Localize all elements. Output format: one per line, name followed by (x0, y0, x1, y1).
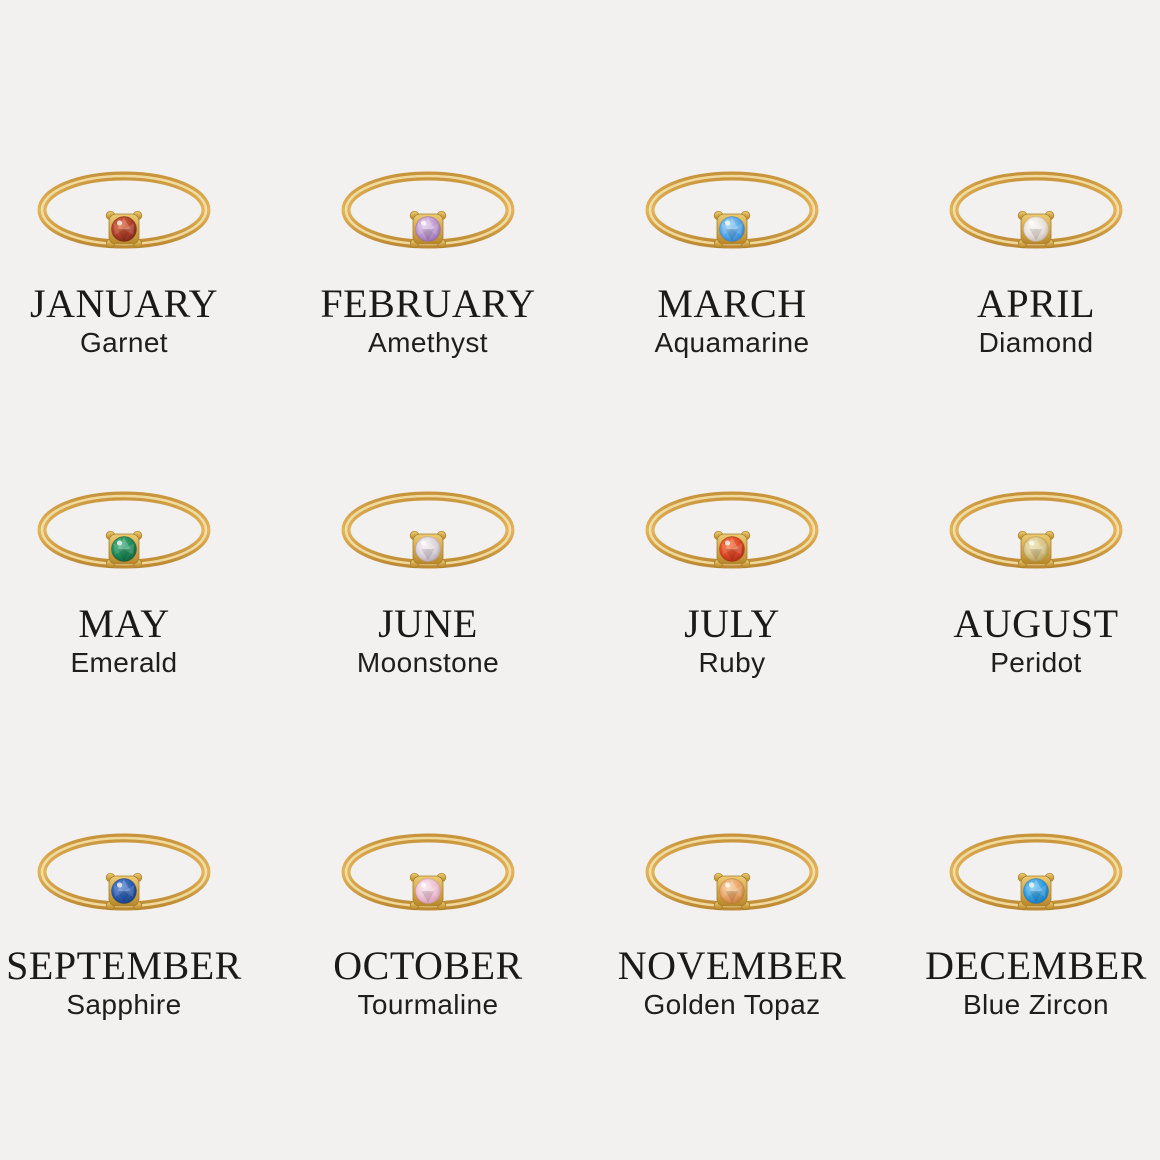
month-label: AUGUST (953, 601, 1119, 646)
birthstone-caption (30, 256, 218, 359)
stone-setting (714, 211, 750, 248)
ring-amethyst-icon (318, 170, 538, 256)
birthstone-cell-june (276, 490, 580, 832)
gem-stone (1024, 537, 1049, 562)
birthstone-caption (655, 256, 810, 359)
stone-setting (714, 531, 750, 568)
birthstone-caption (684, 576, 780, 679)
ring-blue-zircon-icon (926, 832, 1146, 918)
birthstone-caption (320, 256, 535, 359)
stone-label: Emerald (70, 647, 178, 678)
stone-setting (410, 873, 446, 910)
birthstone-caption (925, 918, 1147, 1021)
ring-emerald-icon (14, 490, 234, 576)
birthstone-cell-april (884, 170, 1160, 490)
birthstone-caption (953, 576, 1118, 679)
stone-label: Amethyst (368, 327, 488, 358)
stone-label: Aquamarine (654, 327, 810, 358)
birthstone-cell-november (580, 832, 884, 1021)
stone-setting (106, 873, 142, 910)
month-label: JULY (684, 601, 780, 646)
stone-label: Golden Topaz (643, 989, 821, 1020)
gem-stone (1024, 879, 1049, 904)
stone-label: Peridot (990, 647, 1082, 678)
birthstone-cell-august (884, 490, 1160, 832)
birthstone-cell-october (276, 832, 580, 1021)
gem-stone (416, 879, 441, 904)
stone-setting (714, 873, 750, 910)
birthstone-caption (70, 576, 177, 679)
birthstone-cell-may (0, 490, 276, 832)
stone-setting (410, 211, 446, 248)
birthstone-caption (6, 918, 242, 1021)
birthstone-grid (0, 170, 1160, 1021)
birthstone-cell-september (0, 832, 276, 1021)
ring-garnet-icon (14, 170, 234, 256)
ring-tourmaline-icon (318, 832, 538, 918)
month-label: JUNE (378, 601, 478, 646)
ring-diamond-icon (926, 170, 1146, 256)
stone-setting (1018, 211, 1054, 248)
ring-aquamarine-icon (622, 170, 842, 256)
stone-setting (1018, 873, 1054, 910)
month-label: SEPTEMBER (6, 943, 242, 988)
gem-stone (112, 217, 137, 242)
ring-golden-topaz-icon (622, 832, 842, 918)
gem-stone (416, 217, 441, 242)
birthstone-cell-december (884, 832, 1160, 1021)
birthstone-cell-february (276, 170, 580, 490)
gem-stone (720, 537, 745, 562)
month-label: FEBRUARY (320, 281, 536, 326)
gem-stone (720, 217, 745, 242)
month-label: APRIL (976, 281, 1096, 326)
ring-moonstone-icon (318, 490, 538, 576)
stone-setting (410, 531, 446, 568)
month-label: OCTOBER (333, 943, 523, 988)
birthstone-cell-january (0, 170, 276, 490)
stone-label: Sapphire (66, 989, 182, 1020)
month-label: JANUARY (30, 281, 218, 326)
birthstone-cell-march (580, 170, 884, 490)
stone-label: Diamond (978, 327, 1094, 358)
stone-setting (1018, 531, 1054, 568)
ring-sapphire-icon (14, 832, 234, 918)
gem-stone (720, 879, 745, 904)
month-label: DECEMBER (925, 943, 1147, 988)
gem-stone (112, 879, 137, 904)
stone-setting (106, 211, 142, 248)
ring-ruby-icon (622, 490, 842, 576)
gem-stone (1024, 217, 1049, 242)
gem-stone (112, 537, 137, 562)
stone-label: Ruby (698, 647, 766, 678)
ring-peridot-icon (926, 490, 1146, 576)
birthstone-caption (357, 576, 499, 679)
stone-label: Moonstone (356, 647, 500, 678)
month-label: MARCH (657, 281, 807, 326)
stone-setting (106, 531, 142, 568)
birthstone-caption (333, 918, 522, 1021)
stone-label: Blue Zircon (962, 989, 1109, 1020)
birthstone-caption (618, 918, 846, 1021)
stone-label: Tourmaline (357, 989, 499, 1020)
birthstone-caption (977, 256, 1095, 359)
gem-stone (416, 537, 441, 562)
month-label: MAY (78, 601, 170, 646)
birthstone-cell-july (580, 490, 884, 832)
stone-label: Garnet (79, 327, 168, 358)
month-label: NOVEMBER (617, 943, 847, 988)
